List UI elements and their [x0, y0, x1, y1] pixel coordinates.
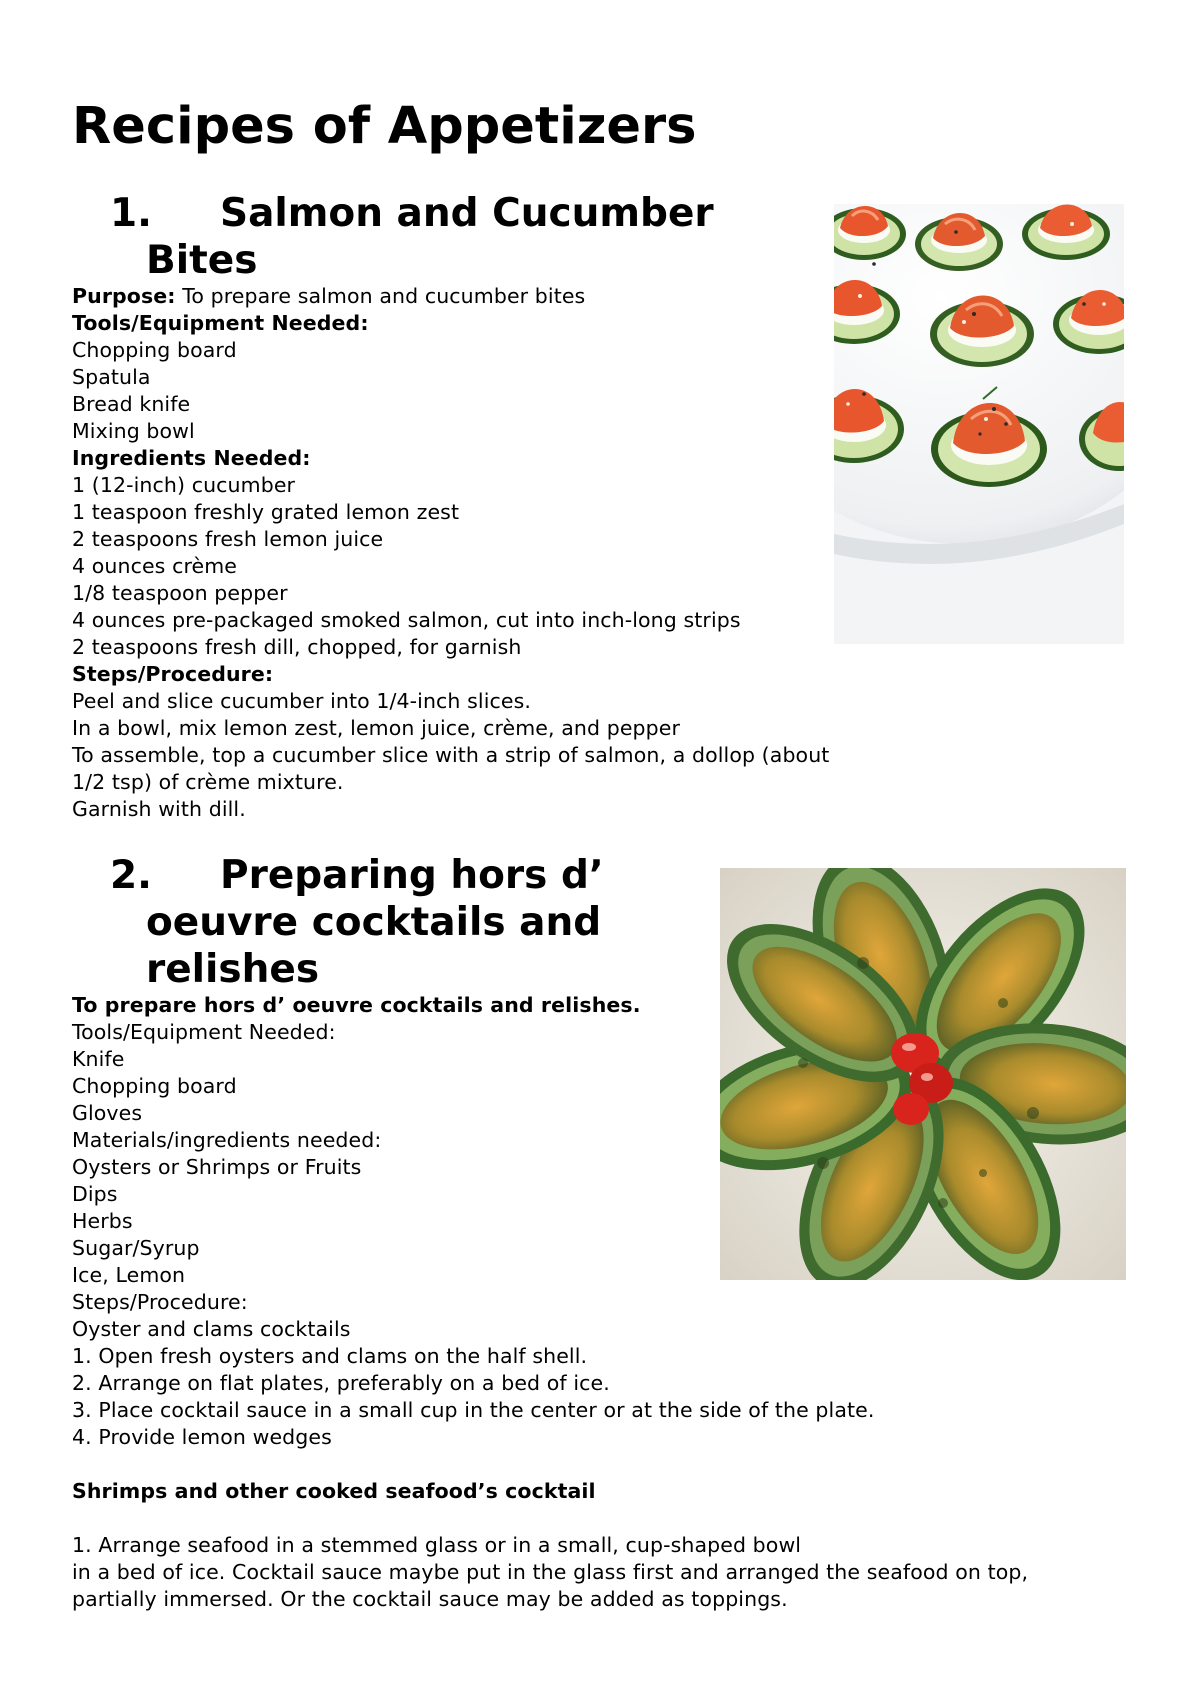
- oyster-step: 1. Open fresh oysters and clams on the half shell.: [72, 1344, 588, 1368]
- tool-item: Chopping board: [72, 1074, 237, 1098]
- tool-item: Gloves: [72, 1101, 143, 1125]
- ingredient-item: 1 (12-inch) cucumber: [72, 473, 296, 497]
- oyster-step: 3. Place cocktail sauce in a small cup in the center or at the side of the plate.: [72, 1398, 875, 1422]
- section1-heading: [110, 190, 830, 284]
- blank-line: [72, 1451, 1028, 1478]
- page-title: Recipes of Appetizers: [72, 97, 697, 156]
- step-item: Garnish with dill.: [72, 797, 246, 821]
- section2-heading-line2: oeuvre cocktails and: [146, 900, 602, 945]
- ingredient-item: 1/8 teaspoon pepper: [72, 581, 288, 605]
- tool-item: Mixing bowl: [72, 419, 195, 443]
- material-item: Oysters or Shrimps or Fruits: [72, 1155, 362, 1179]
- section2-heading-line3: relishes: [146, 947, 320, 992]
- section1-heading-line1: Salmon and Cucumber: [220, 191, 714, 236]
- tools-heading: Tools/Equipment Needed:: [72, 311, 369, 335]
- oyster-step: 2. Arrange on flat plates, preferably on a bed of ice.: [72, 1371, 610, 1395]
- section2-number: 2.: [110, 853, 152, 898]
- section2-subtitle: To prepare hors d’ oeuvre cocktails and relishes.: [72, 993, 641, 1017]
- material-item: Ice, Lemon: [72, 1263, 186, 1287]
- section1-number: 1.: [110, 191, 152, 236]
- ingredient-item: 4 ounces pre-packaged smoked salmon, cut into inch-long strips: [72, 608, 741, 632]
- purpose-label: Purpose:: [72, 284, 176, 308]
- steps-heading: Steps/Procedure:: [72, 662, 274, 686]
- section2-heading: [110, 852, 670, 993]
- step-item: Peel and slice cucumber into 1/4-inch slices.: [72, 689, 531, 713]
- oyster-step: 4. Provide lemon wedges: [72, 1425, 332, 1449]
- ingredient-item: 1 teaspoon freshly grated lemon zest: [72, 500, 460, 524]
- section2-heading-line1: Preparing hors d’: [220, 853, 604, 898]
- tools-heading: Tools/Equipment Needed:: [72, 1020, 336, 1044]
- salmon-cucumber-illustration: [834, 204, 1124, 644]
- materials-heading: Materials/ingredients needed:: [72, 1128, 382, 1152]
- shrimp-step: 1. Arrange seafood in a stemmed glass or in a small, cup-shaped bowl: [72, 1533, 802, 1557]
- mussels-illustration: [720, 868, 1126, 1280]
- step-item: To assemble, top a cucumber slice with a strip of salmon, a dollop (about: [72, 743, 830, 767]
- ingredient-item: 2 teaspoons fresh lemon juice: [72, 527, 384, 551]
- shrimp-step: partially immersed. Or the cocktail sauce may be added as toppings.: [72, 1587, 788, 1611]
- blank-line: [72, 1505, 1028, 1532]
- salmon-cucumber-photo: [834, 204, 1124, 644]
- material-item: Sugar/Syrup: [72, 1236, 200, 1260]
- purpose-line: [72, 283, 829, 310]
- ingredient-item: 2 teaspoons fresh dill, chopped, for garnish: [72, 635, 522, 659]
- step-item: 1/2 tsp) of crème mixture.: [72, 770, 344, 794]
- mussels-photo: [720, 868, 1126, 1280]
- section1-heading-line2: Bites: [146, 238, 258, 283]
- ingredient-item: 4 ounces crème: [72, 554, 238, 578]
- tool-item: Spatula: [72, 365, 151, 389]
- tool-item: Bread knife: [72, 392, 191, 416]
- tool-item: Knife: [72, 1047, 125, 1071]
- shrimp-step: in a bed of ice. Cocktail sauce maybe put in the glass first and arranged the seafood on top,: [72, 1560, 1029, 1584]
- section1-body: [72, 283, 829, 823]
- purpose-text: To prepare salmon and cucumber bites: [175, 284, 586, 308]
- ingredients-heading: Ingredients Needed:: [72, 446, 311, 470]
- material-item: Herbs: [72, 1209, 133, 1233]
- tool-item: Chopping board: [72, 338, 237, 362]
- step-item: In a bowl, mix lemon zest, lemon juice, crème, and pepper: [72, 716, 681, 740]
- steps-heading: Steps/Procedure:: [72, 1290, 248, 1314]
- oyster-heading: Oyster and clams cocktails: [72, 1317, 351, 1341]
- material-item: Dips: [72, 1182, 118, 1206]
- shrimp-heading: Shrimps and other cooked seafood’s cocktail: [72, 1479, 596, 1503]
